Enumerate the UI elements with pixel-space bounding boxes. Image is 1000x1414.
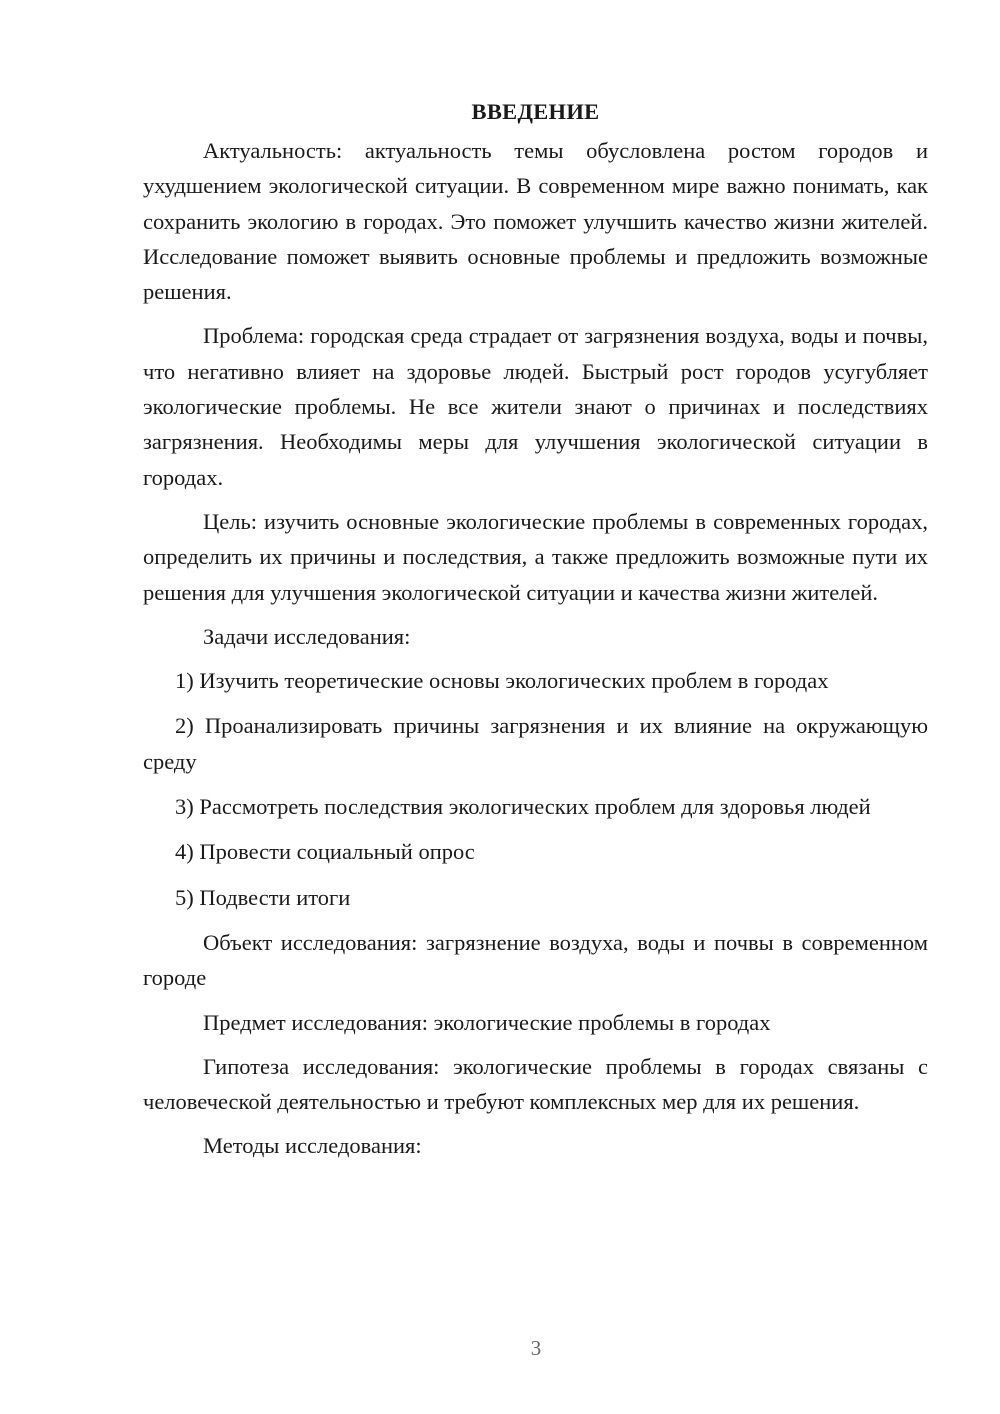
task-item-1: 1) Изучить теоретические основы экологических проблем в городах — [175, 668, 829, 694]
paragraph-relevance: Актуальность: актуальность темы обусловлена ростом городов и ухудшением экологической ситуации. В современном мире важно понимать, как сохранить экологию в городах. Это поможет улучшить качество жизни жителей. Исследование поможет выявить основные проблемы и предложить возможные решения. — [143, 138, 928, 305]
task-item-2: 2) Проанализировать причины загрязнения и их влияние на окружающую среду — [143, 713, 928, 774]
paragraph-problem: Проблема: городская среда страдает от загрязнения воздуха, воды и почвы, что негативно влияет на здоровье людей. Быстрый рост городов усугубляет экологические проблемы. Не все жители знают о причинах и последствиях загрязнения. Необходимы меры для улучшения экологической ситуации в городах. — [143, 323, 928, 490]
section-title: ВВЕДЕНИЕ — [471, 99, 600, 124]
page-content — [143, 94, 928, 1173]
page-number: 3 — [530, 1336, 542, 1360]
task-item-4: 4) Провести социальный опрос — [175, 839, 475, 865]
task-item-5: 5) Подвести итоги — [175, 884, 351, 910]
paragraph-object: Объект исследования: загрязнение воздуха, воды и почвы в современном городе — [143, 929, 928, 991]
paragraph-goal: Цель: изучить основные экологические проблемы в современных городах, определить их причины и последствия, а также предложить возможные пути их решения для улучшения экологической ситуации и качества жизни жителей. — [143, 508, 928, 605]
task-item-3: 3) Рассмотреть последствия экологических проблем для здоровья людей — [175, 794, 871, 820]
paragraph-hypothesis: Гипотеза исследования: экологические проблемы в городах связаны с человеческой деятельностью и требуют комплексных мер для их решения. — [143, 1053, 928, 1115]
tasks-heading: Задачи исследования: — [203, 623, 411, 649]
methods-heading: Методы исследования: — [203, 1133, 422, 1159]
paragraph-subject: Предмет исследования: экологические проблемы в городах — [203, 1009, 771, 1035]
